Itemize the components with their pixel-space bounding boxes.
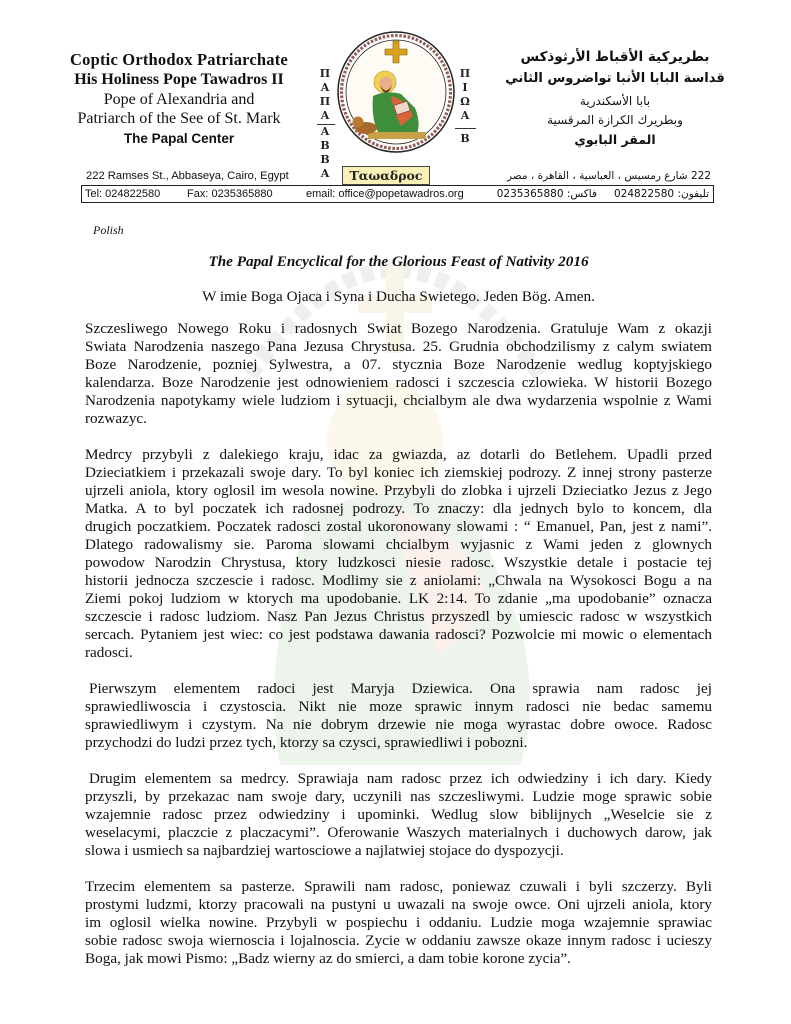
- paragraph-line: Trzecim elementem sa pasterze. Sprawili nam radosc, poniewaz czuwali i byli szczerzy. Byli: [85, 878, 712, 895]
- document-title: The Papal Encyclical for the Glorious Feast of Nativity 2016: [208, 253, 589, 270]
- paragraph-line: przychodzi do ludzi przez tych, ktorzy sa czysci, sprawiedliwi i pobozni.: [85, 734, 528, 751]
- paragraph-line: wzajemnie radosc przez odwiedziny i upominki. Wedlug slow biblijnych „Weselcie sie z: [85, 806, 712, 823]
- seal-letter: Π: [319, 95, 331, 108]
- fax-arabic: فاكس: 0235365880: [496, 188, 597, 200]
- paragraph-line: prostymi ludzmi, ktorzy pracowali na pustyni u uwazali na swoje owce. Oni ujrzeli aniola, ktory: [85, 896, 712, 913]
- patriarchate-name-arabic: بطريركية الأقباط الأرثوذكس: [520, 49, 710, 65]
- paragraph-line: historii jednocza szczescie i radosc. Modlimy sie z aniolami: „Chwala na Wysokosci Bogu a na: [85, 572, 712, 589]
- seal-letters-right-lower: [457, 132, 473, 146]
- paragraph-2: [85, 446, 712, 662]
- seal-name-plate: Ταωαδροϲ: [342, 166, 430, 185]
- paragraph-line: Drugim elementem sa medrcy. Sprawiaja nam radosc przez ich odwiedziny i ich dary. Kiedy: [89, 770, 712, 787]
- pope-name: His Holiness Pope Tawadros II: [74, 71, 284, 88]
- paragraph-line: Narodzenia napotykamy wiele ludziom i sytuacji, chcialbym ale dwa wydarzenia wspolnie z Wami: [85, 392, 712, 409]
- seal-letter: Α: [460, 109, 470, 122]
- fax: Fax: 0235365880: [187, 188, 273, 200]
- paragraph-line: Szczesliwego Nowego Roku i radosnych Swiat Bozego Narodzenia. Gratuluje Wam z okazji: [85, 320, 712, 337]
- paragraph-1: [85, 320, 712, 428]
- address-english: 222 Ramses St., Abbaseya, Cairo, Egypt: [86, 170, 289, 182]
- pope-name-arabic: قداسة البابا الأنبا تواضروس الثاني: [505, 71, 725, 86]
- telephone-arabic: تليفون: 024822580: [613, 188, 709, 200]
- patriarchate-name: Coptic Orthodox Patriarchate: [70, 50, 288, 69]
- pope-title-line-2: Patriarch of the See of St. Mark: [77, 110, 281, 127]
- document-invocation: W imie Boga Ojaca i Syna i Ducha Swietego. Jeden Bög. Amen.: [202, 288, 595, 305]
- papal-seal-icon: [335, 30, 457, 154]
- paragraph-line: powodow Narodzin Chrystusa, ktory ludzkosci niesie radosc. Wszystkie detale i postacie tej: [85, 554, 712, 571]
- paragraph-3: [85, 680, 712, 752]
- paragraph-line: Matka. A to byl poczatek ich radosnej podrozy. To znaczy: dla jednych bylo to koncem, dla: [85, 500, 712, 517]
- pope-title-line-2-arabic: وبطريرك الكرازة المرقسية: [547, 113, 683, 127]
- seal-letter: Α: [320, 125, 330, 138]
- paragraph-line: Boga, jak mowi Pismo: „Badz wierny az do smierci, a dam tobie korone zycia”.: [85, 950, 571, 967]
- document-language: Polish: [93, 223, 124, 237]
- seal-divider-right: [455, 128, 476, 129]
- seal-seat: [368, 132, 426, 139]
- paragraph-line: Swiata Narodzenia naszego Pana Jezusa Chrystusa. 25. Grudnia obchodzilismy z calym swiatem: [85, 338, 712, 355]
- email: email: office@popetawadros.org: [306, 188, 464, 200]
- paragraph-5: [85, 878, 712, 968]
- papal-center-label: The Papal Center: [123, 131, 235, 146]
- paragraph-line: Ziemi pokoj ludziom w ktorych ma upodobanie. LK 2:14. To zdanie „ma upodobanie” oznacza: [85, 590, 712, 607]
- seal-letter: Ω: [460, 95, 470, 108]
- paragraph-line: weselacymi, placzcie z placzacymi”. Oferowanie Waszych materialnych i duchowych darow, jak: [85, 824, 712, 841]
- seal-letter: Α: [320, 167, 330, 180]
- seal-letters-left-lower: [317, 125, 333, 181]
- pope-title-line-1-arabic: بابا الأسكندرية: [579, 94, 651, 108]
- seal-letter: Π: [319, 67, 331, 80]
- paragraph-line: slowa i usmiech sa najbardziej wartosciowe a najlatwiej stojace do dyspozycji.: [85, 842, 564, 859]
- telephone: Tel: 024822580: [85, 188, 161, 200]
- body-text: [85, 320, 712, 968]
- seal-letter: Β: [320, 153, 330, 166]
- paragraph-line: szczescie i radosc ludziom. Nasz Pan Jezus Christus przyszedl by umiescic radosc w wszystkich: [85, 608, 712, 625]
- seal-letter: Α: [320, 81, 330, 94]
- paragraph-line: radosci.: [85, 644, 133, 661]
- paragraph-line: Dzieciatkiem i przekazali swoje dary. To byl koniec ich ziemskiej podrozy. Z innej strony pasterze: [85, 464, 712, 481]
- paragraph-line: przyszli, by przekazac nam swoje dary, uczynili nas szczesliwymi. Ludzie moge sprawic sobie: [85, 788, 712, 805]
- paragraph-line: rozwazyc.: [85, 410, 147, 427]
- seal-letters-right: [457, 67, 473, 123]
- paragraph-line: Pierwszym elementem radoci jest Maryja Dziewica. Ona sprawia nam radosc jej: [89, 680, 712, 697]
- seal-lion-head: [353, 117, 364, 128]
- paragraph-line: Dlatego radowalismy sie. Paroma slowami chcialbym wyjasnic z Wami jeden z glownych: [85, 536, 712, 553]
- address-arabic: 222 شارع رمسيس ، العباسية ، القاهرة ، مصر: [507, 170, 711, 182]
- paragraph-line: sprawiedliwoscia i czystoscia. Nikt nie moze sprawic innym radosci nie bedac samemu: [85, 698, 712, 715]
- paragraph-line: ujrzeli aniola, ktory oglosil im wesola nowine. Przybyli do zlobka i ujrzeli Dzieciatko Jezus z Jego: [85, 482, 712, 499]
- paragraph-line: sprawiedliwym i czystym. Na nie dobrym drzewie nie moga wyrastac dobre owoce. Radosc: [85, 716, 712, 733]
- seal-letter: Ι: [462, 81, 468, 94]
- paragraph-line: Medrcy przybyli z dalekiego kraju, idac za gwiazda, az dotarli do Betlehem. Upadli przed: [85, 446, 712, 463]
- seal-letter: Β: [460, 132, 470, 145]
- pope-title-line-1: Pope of Alexandria and: [103, 91, 255, 108]
- seal-letter: Α: [320, 109, 330, 122]
- seal-letter: Π: [459, 67, 471, 80]
- paragraph-line: im oglosil wielka nowine. Przybyli w pospiechu i oddaniu. Ludzie moga wzajemnie sprawiac: [85, 914, 712, 931]
- seal-letters-left: [317, 67, 333, 123]
- papal-center-label-arabic: المقر البابوي: [574, 132, 656, 147]
- seal-letter: Β: [320, 139, 330, 152]
- paragraph-line: sobie radosc swoja wiernoscia i lojalnoscia. Zycie w oddaniu zawsze okaze innym radosc i ucieszy: [85, 932, 712, 949]
- paragraph-line: sercach. Pytaniem jest wiec: co jest podstawa dawania radosci? Pozwolcie mi mowic o elementach: [85, 626, 712, 643]
- paragraph-line: kalendarza. Boze Narodzenie jest odnowieniem radosci i szczescia czlowieka. W historii Bozego: [85, 374, 712, 391]
- paragraph-4: [85, 770, 712, 860]
- paragraph-line: drugich poczatkiem. Poczatek radosci zostal ukoronowany slowami : “ Emanuel, Pan, jest z nami”.: [85, 518, 712, 535]
- paragraph-line: Boze Narodzenie, pozniej Sylwestra, a 07. stycznia Boze Narodzenie wedlug koptyjskiego: [85, 356, 712, 373]
